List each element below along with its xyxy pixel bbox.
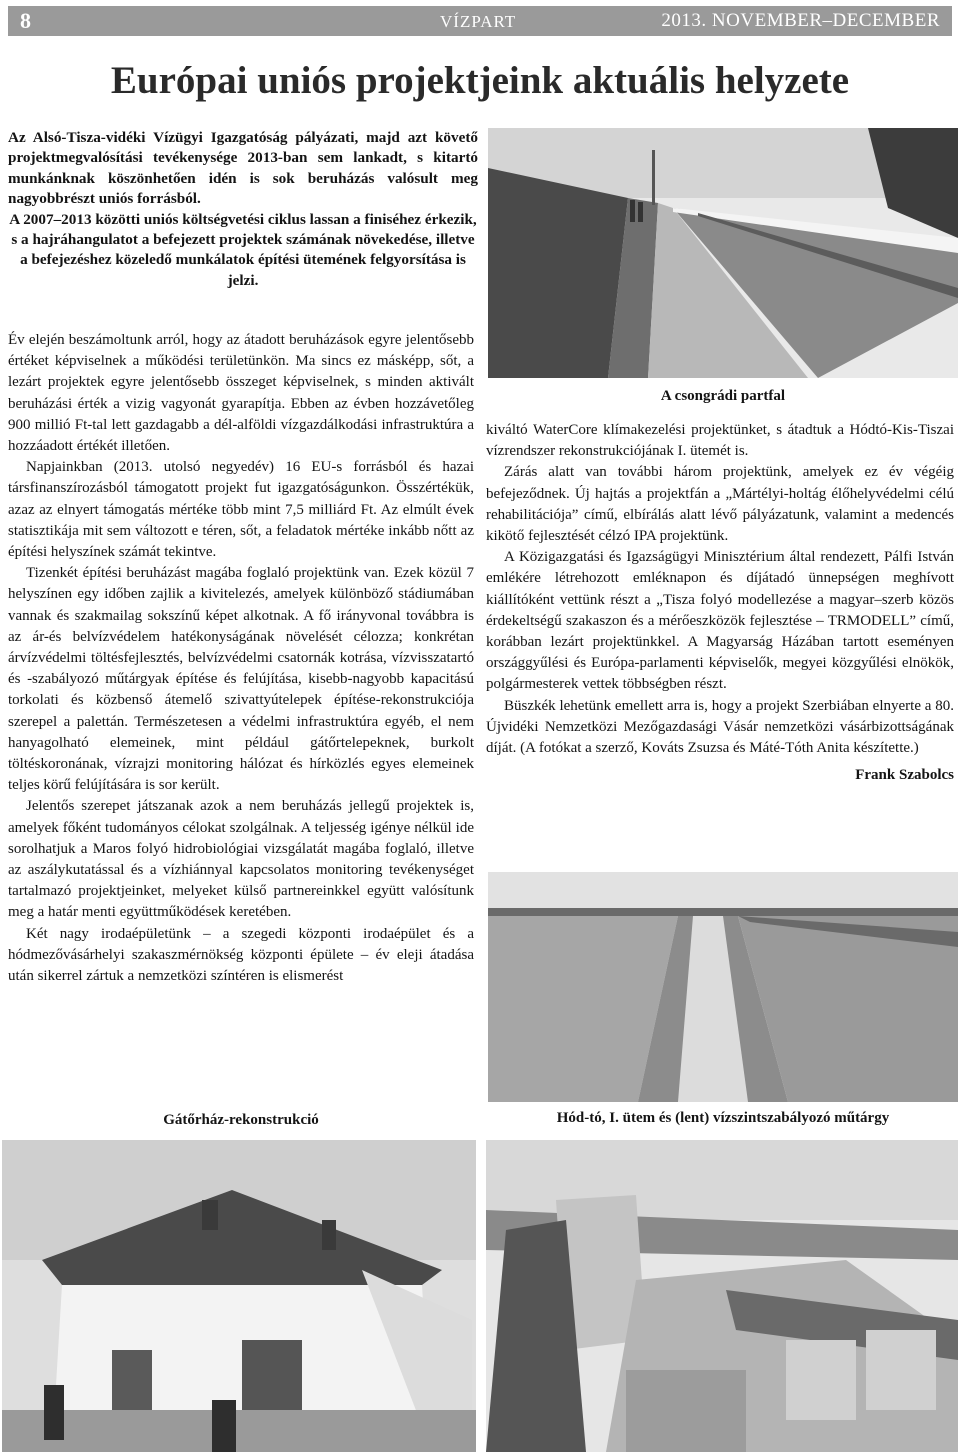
author-byline: Frank Szabolcs (855, 767, 954, 784)
body-paragraph: Jelentős szerepet játszanak azok a nem beruházás jellegű projektek is, amelyek főként tudományos célokat szolgálnak. A teljesség igénye nélkül ide sorolhatjuk a Maros folyó hidrobiológiai vizsgálatát magába foglaló, illetve az aszálykutatással és a vízhiánnyal kapcsolatos monitoring tevékenységet tartalmazó projektjeinket, melyeket külső partnereinkkel együtt valósítunk meg a határ menti együttműködések keretében. (8, 798, 474, 921)
body-column-right (486, 420, 954, 786)
caption-gatorhaz: Gátőrház-rekonstrukció (163, 1112, 319, 1128)
caption-hodto: Hód-tó, I. ütem és (lent) vízszintszabályozó műtárgy (556, 1110, 890, 1126)
body-paragraph: Év elején beszámoltunk arról, hogy az átadott beruházások egyre jelentősebb értéket képviselnek a működési területünkön. Ma sincs ez másképp, sőt, a lezárt projektek egyre jelentősebb összeget képviselnek, s minden aktivált beruházási érték a vizig vagyonát gyarapítja. Ebben az évben hozzávetőleg 900 millió Ft-tal lett gazdagabb a dél-alföldi vízgazdálkodási infrastruktúra a hozzáadott értékét illetően. (8, 332, 474, 455)
body-paragraph: Két nagy irodaépületünk – a szegedi központi irodaépület és a hódmezővásárhelyi szakaszmérnökség központi épülete – év eleji átadása után sikerrel zártuk a nemzetközi színtéren is elismerést (8, 925, 474, 985)
control-structure-photo (486, 1140, 958, 1452)
body-paragraph: Napjainkban (2013. utolsó negyedév) 16 EU-s forrásból és hazai társfinanszírozásból támogatott projekt fut igazgatóságunkon. Összértékük, azaz az elnyert támogatás mértéke több mint 7,5 milliárd Ft. Az elmúlt évek statisztikája mit sem változott e téren, sőt, a feladatok mértéke inkább nőtt az építési helyszínek számát tekintve. (8, 459, 474, 561)
dike-house-photo (2, 1140, 476, 1452)
canal-photo (488, 872, 958, 1102)
caption-csongrad: A csongrádi partfal (660, 388, 786, 404)
body-paragraph: kiváltó WaterCore klímakezelési projektünket, s átadtuk a Hódtó-Kis-Tiszai vízrendszer rekonstrukciójának I. ütemét is. (486, 422, 954, 460)
page-number: 8 (20, 8, 31, 33)
body-paragraph: Büszkék lehetünk emellett arra is, hogy a projekt Szerbiában elnyerte a 80. Újvidéki Nemzetközi Mezőgazdasági Vásár nemzetközi vásárbizottságának díját. (A fotókat a szerző, Kováts Zsuzsa és Máté-Tóth Anita készítette.) (486, 697, 954, 757)
lead-block (8, 128, 478, 291)
magazine-name: VÍZPART (440, 12, 517, 31)
riverside-wall-photo (488, 128, 958, 378)
body-paragraph: Zárás alatt van további három projektünk, amelyek ez év végéig befejeződnek. Új hajtás a projektfán a „Mártélyi-holtág élőhelyvédelmi célú rehabilitációja” című, elbírálás alatt lévő pályázatunk, valamint a medencés kikötő fejlesztését célzó IPA projektünk. (486, 464, 954, 545)
page-header (8, 6, 952, 36)
lead-paragraph-1: Az Alsó-Tisza-vidéki Vízügyi Igazgatóság pályázati, majd azt követő projektmegvalósítási tevékenysége 2013-ban sem lankadt, s kitartó munkánknak köszönhetően idén is sok beruházás valósult meg nagyobbrészt uniós forrásból. (8, 129, 478, 208)
body-paragraph: A Közigazgatási és Igazságügyi Minisztérium által rendezett, Pálfi István emlékére létrehozott emléknapon és díjátadó ünnepségen meghívott kiállítóként vettünk részt a „Tisza folyó modellezése a magyar–szerb közös érdekeltségű szakaszon és a mérőeszközök fejlesztése – TRMODELL” című, korábban lezárt projektünkkel. A Magyarság Házában tartott eseményen országgyűlési és Európa-parlamenti képviselők, megyei közgyűlési elnökök, polgármesterek vettek többségben részt. (486, 549, 954, 693)
issue-date: 2013. NOVEMBER–DECEMBER (661, 10, 940, 31)
article-title: Európai uniós projektjeink aktuális helyzete (110, 59, 850, 102)
body-paragraph: Tizenkét építési beruházást magába foglaló projektünk van. Ezek közül 7 helyszínen egy időben zajlik a kivitelezés, amelyek különböző stádiumában vannak és szakmailag sokszínű képet alkotnak. A fő irányvonal továbbra is az ár-és belvízvédelem hatékonyságának növelését célozza; konkrétan árvízvédelmi töltésfejlesztés, belvízvédelmi csatornák kotrása, vízvisszatartó és -szabályozó műtárgyak építése és felújítása, kisebb-nagyobb kapacitású torkolati és közbenső átemelő szivattyútelepek építése-rekonstrukciója szerepel a palettán. Természetesen a védelmi infrastruktúra egyéb, el nem hanyagolható elemeinek, mint például gátőrtelepeknek, burkolt töltéskoronának, vízrajzi monitoring hálózat és hírközlés egyes elemeinek teljes körű felújítására is sor került. (8, 565, 474, 794)
body-column-left (8, 330, 474, 987)
lead-paragraph-2: A 2007–2013 közötti uniós költségvetési ciklus lassan a finiséhez érkezik, s a hajráhangulatot a befejezett projektek számának növekedése, illetve a befejezéshez közeledő munkálatok építési ütemének felgyorsítása is jelzi. (9, 210, 477, 289)
